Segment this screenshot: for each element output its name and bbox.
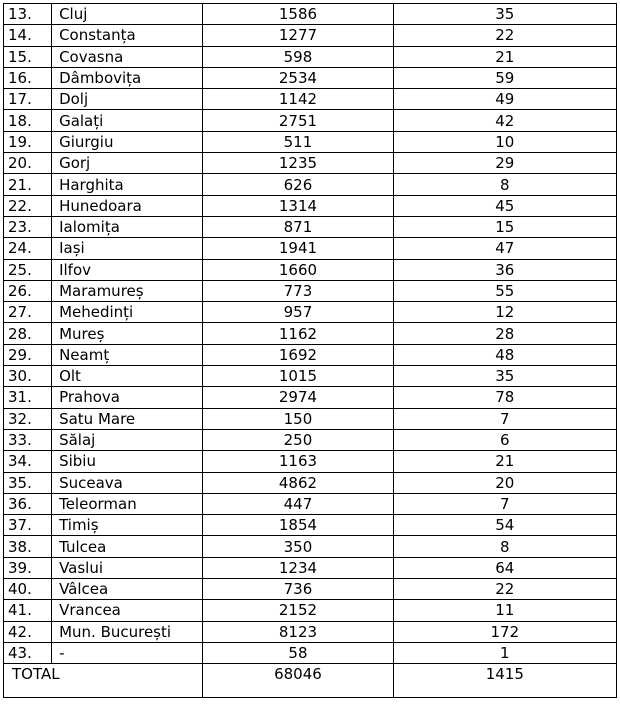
value-b: 8 xyxy=(393,174,616,195)
value-b: 64 xyxy=(393,557,616,578)
table-row xyxy=(4,89,617,110)
county-name: Satu Mare xyxy=(52,408,203,429)
county-name: Teleorman xyxy=(52,493,203,514)
value-a: 250 xyxy=(203,429,393,450)
value-a: 1277 xyxy=(203,25,393,46)
value-b: 54 xyxy=(393,515,616,536)
value-b: 21 xyxy=(393,46,616,67)
county-name: Covasna xyxy=(52,46,203,67)
table-row xyxy=(4,46,617,67)
value-b: 47 xyxy=(393,238,616,259)
county-name: Mureș xyxy=(52,323,203,344)
county-name: Cluj xyxy=(52,4,203,25)
value-a: 1314 xyxy=(203,195,393,216)
table-row xyxy=(4,216,617,237)
value-a: 1586 xyxy=(203,4,393,25)
county-name: Prahova xyxy=(52,387,203,408)
row-number: 31. xyxy=(4,387,52,408)
value-a: 598 xyxy=(203,46,393,67)
county-name: Harghita xyxy=(52,174,203,195)
row-number: 23. xyxy=(4,216,52,237)
value-a: 1142 xyxy=(203,89,393,110)
total-label: TOTAL xyxy=(4,664,203,698)
value-b: 1 xyxy=(393,642,616,663)
table-row xyxy=(4,25,617,46)
table-row xyxy=(4,366,617,387)
value-a: 4862 xyxy=(203,472,393,493)
row-number: 18. xyxy=(4,110,52,131)
county-name: Mun. București xyxy=(52,621,203,642)
table-row xyxy=(4,302,617,323)
value-b: 8 xyxy=(393,536,616,557)
county-name: Galați xyxy=(52,110,203,131)
county-name: Vrancea xyxy=(52,600,203,621)
value-a: 773 xyxy=(203,280,393,301)
county-name: Tulcea xyxy=(52,536,203,557)
table-row xyxy=(4,174,617,195)
table-row xyxy=(4,131,617,152)
value-b: 35 xyxy=(393,366,616,387)
table-row xyxy=(4,621,617,642)
row-number: 28. xyxy=(4,323,52,344)
value-b: 42 xyxy=(393,110,616,131)
value-a: 150 xyxy=(203,408,393,429)
value-b: 49 xyxy=(393,89,616,110)
row-number: 29. xyxy=(4,344,52,365)
value-b: 55 xyxy=(393,280,616,301)
value-a: 1234 xyxy=(203,557,393,578)
county-name: Dâmbovița xyxy=(52,67,203,88)
table-row xyxy=(4,195,617,216)
value-a: 871 xyxy=(203,216,393,237)
value-b: 59 xyxy=(393,67,616,88)
value-b: 10 xyxy=(393,131,616,152)
value-a: 1660 xyxy=(203,259,393,280)
table-row xyxy=(4,408,617,429)
row-number: 22. xyxy=(4,195,52,216)
row-number: 20. xyxy=(4,153,52,174)
county-name: Suceava xyxy=(52,472,203,493)
value-b: 7 xyxy=(393,493,616,514)
table-row xyxy=(4,323,617,344)
table-body xyxy=(4,4,617,664)
value-a: 1854 xyxy=(203,515,393,536)
county-name: - xyxy=(52,642,203,663)
row-number: 40. xyxy=(4,579,52,600)
county-name: Ialomița xyxy=(52,216,203,237)
row-number: 17. xyxy=(4,89,52,110)
table-row xyxy=(4,536,617,557)
row-number: 38. xyxy=(4,536,52,557)
row-number: 34. xyxy=(4,451,52,472)
value-b: 172 xyxy=(393,621,616,642)
county-name: Maramureș xyxy=(52,280,203,301)
value-b: 6 xyxy=(393,429,616,450)
table-row xyxy=(4,429,617,450)
value-b: 22 xyxy=(393,579,616,600)
county-name: Olt xyxy=(52,366,203,387)
table-row xyxy=(4,344,617,365)
row-number: 25. xyxy=(4,259,52,280)
value-a: 350 xyxy=(203,536,393,557)
value-a: 1162 xyxy=(203,323,393,344)
county-name: Constanța xyxy=(52,25,203,46)
total-row xyxy=(4,664,617,698)
row-number: 41. xyxy=(4,600,52,621)
row-number: 33. xyxy=(4,429,52,450)
county-table xyxy=(3,3,617,698)
value-a: 2751 xyxy=(203,110,393,131)
row-number: 42. xyxy=(4,621,52,642)
value-a: 1015 xyxy=(203,366,393,387)
total-value-a: 68046 xyxy=(203,664,393,698)
value-a: 2534 xyxy=(203,67,393,88)
table-row xyxy=(4,642,617,663)
table-row xyxy=(4,579,617,600)
county-name: Timiș xyxy=(52,515,203,536)
total-value-b: 1415 xyxy=(393,664,616,698)
county-name: Vâlcea xyxy=(52,579,203,600)
table-row xyxy=(4,387,617,408)
county-name: Gorj xyxy=(52,153,203,174)
value-b: 22 xyxy=(393,25,616,46)
value-b: 7 xyxy=(393,408,616,429)
value-a: 1941 xyxy=(203,238,393,259)
row-number: 35. xyxy=(4,472,52,493)
row-number: 21. xyxy=(4,174,52,195)
county-name: Vaslui xyxy=(52,557,203,578)
value-a: 1163 xyxy=(203,451,393,472)
county-name: Mehedinți xyxy=(52,302,203,323)
value-b: 78 xyxy=(393,387,616,408)
value-b: 45 xyxy=(393,195,616,216)
value-a: 511 xyxy=(203,131,393,152)
row-number: 39. xyxy=(4,557,52,578)
value-b: 15 xyxy=(393,216,616,237)
row-number: 30. xyxy=(4,366,52,387)
county-name: Ilfov xyxy=(52,259,203,280)
county-name: Sibiu xyxy=(52,451,203,472)
table-row xyxy=(4,280,617,301)
county-name: Giurgiu xyxy=(52,131,203,152)
value-b: 20 xyxy=(393,472,616,493)
value-a: 8123 xyxy=(203,621,393,642)
county-name: Sălaj xyxy=(52,429,203,450)
value-b: 48 xyxy=(393,344,616,365)
value-b: 36 xyxy=(393,259,616,280)
row-number: 16. xyxy=(4,67,52,88)
table-row xyxy=(4,515,617,536)
value-a: 626 xyxy=(203,174,393,195)
row-number: 24. xyxy=(4,238,52,259)
row-number: 14. xyxy=(4,25,52,46)
row-number: 43. xyxy=(4,642,52,663)
table-row xyxy=(4,67,617,88)
value-b: 21 xyxy=(393,451,616,472)
value-a: 58 xyxy=(203,642,393,663)
value-a: 2152 xyxy=(203,600,393,621)
value-a: 1692 xyxy=(203,344,393,365)
table-row xyxy=(4,472,617,493)
row-number: 26. xyxy=(4,280,52,301)
table-row xyxy=(4,110,617,131)
row-number: 36. xyxy=(4,493,52,514)
value-a: 1235 xyxy=(203,153,393,174)
row-number: 32. xyxy=(4,408,52,429)
value-a: 2974 xyxy=(203,387,393,408)
row-number: 13. xyxy=(4,4,52,25)
table-row xyxy=(4,238,617,259)
value-b: 12 xyxy=(393,302,616,323)
value-b: 28 xyxy=(393,323,616,344)
value-a: 736 xyxy=(203,579,393,600)
value-b: 29 xyxy=(393,153,616,174)
value-b: 11 xyxy=(393,600,616,621)
county-name: Neamț xyxy=(52,344,203,365)
county-name: Iași xyxy=(52,238,203,259)
table-row xyxy=(4,4,617,25)
county-name: Hunedoara xyxy=(52,195,203,216)
table-row xyxy=(4,493,617,514)
county-name: Dolj xyxy=(52,89,203,110)
table-row xyxy=(4,557,617,578)
row-number: 19. xyxy=(4,131,52,152)
value-a: 957 xyxy=(203,302,393,323)
row-number: 27. xyxy=(4,302,52,323)
row-number: 37. xyxy=(4,515,52,536)
table-row xyxy=(4,153,617,174)
value-a: 447 xyxy=(203,493,393,514)
table-row xyxy=(4,451,617,472)
table-row xyxy=(4,259,617,280)
table-row xyxy=(4,600,617,621)
value-b: 35 xyxy=(393,4,616,25)
row-number: 15. xyxy=(4,46,52,67)
